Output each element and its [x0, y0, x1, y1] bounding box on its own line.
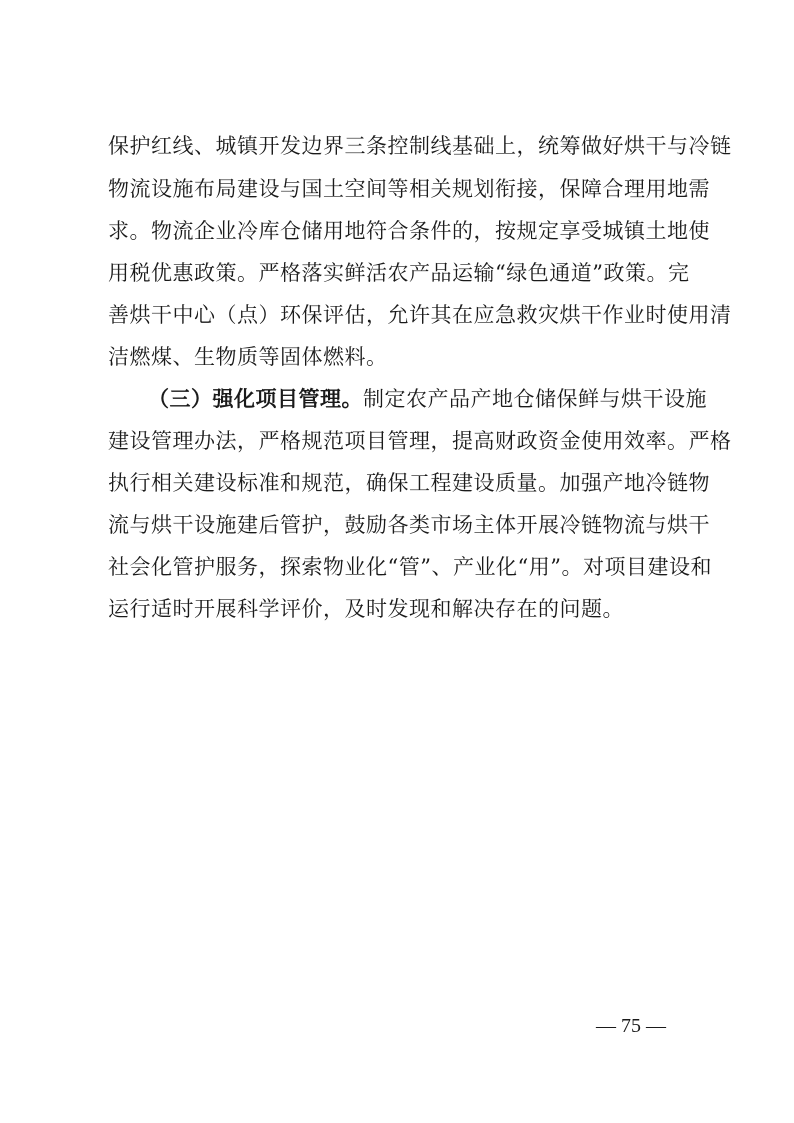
- paragraph-2-line-6: 运行适时开展科学评价，及时发现和解决存在的问题。: [108, 597, 624, 621]
- page-number: — 75 —: [596, 1015, 666, 1037]
- paragraph-1-line-6: 洁燃煤、生物质等固体燃料。: [108, 345, 388, 369]
- paragraph-2-line-2: 建设管理办法，严格规范项目管理，提高财政资金使用效率。严格: [108, 429, 732, 453]
- section-heading: （三）强化项目管理。: [148, 387, 363, 411]
- paragraph-2-line-4: 流与烘干设施建后管护，鼓励各类市场主体开展冷链物流与烘干: [108, 513, 710, 537]
- paragraph-1-line-2: 物流设施布局建设与国土空间等相关规划衔接，保障合理用地需: [108, 177, 710, 201]
- paragraph-1-line-4: 用税优惠政策。严格落实鲜活农产品运输“绿色通道”政策。完: [108, 261, 690, 285]
- paragraph-1-line-3: 求。物流企业冷库仓储用地符合条件的，按规定享受城镇土地使: [108, 219, 710, 243]
- paragraph-2-line-3: 执行相关建设标准和规范，确保工程建设质量。加强产地冷链物: [108, 471, 710, 495]
- paragraph-1-line-5: 善烘干中心（点）环保评估，允许其在应急救灾烘干作业时使用清: [108, 303, 732, 327]
- paragraph-2-first-line: [148, 385, 707, 413]
- paragraph-2-line-5: 社会化管护服务，探索物业化“管”、产业化“用”。对项目建设和: [108, 555, 712, 579]
- paragraph-1-line-1: 保护红线、城镇开发边界三条控制线基础上，统筹做好烘干与冷链: [108, 134, 732, 158]
- paragraph-2-first-line-text: 制定农产品产地仓储保鲜与烘干设施: [363, 387, 707, 411]
